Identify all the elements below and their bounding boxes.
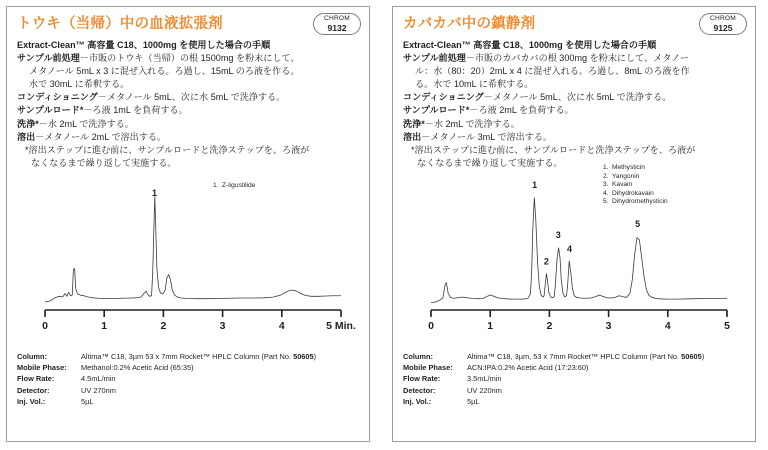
procedure-line	[403, 39, 745, 52]
chromatogram-trace	[45, 196, 341, 301]
peak-legend-item	[603, 173, 668, 182]
x-axis-tick-label: 2	[546, 319, 553, 332]
conditions-row	[17, 363, 316, 374]
procedure-line	[17, 52, 359, 65]
procedure-line	[17, 39, 359, 52]
conditions-value: ACN:IPA:0.2% Acetic Acid (17:23:60)	[467, 363, 589, 373]
chrom-badge-label: CHROM	[324, 15, 350, 22]
peak-legend-number: 5.	[603, 198, 609, 206]
procedure-step-detail: －ろ液 2mL を負荷する。	[469, 105, 574, 116]
peak-legend-label: Methysticin	[612, 163, 645, 171]
procedure-step-detail: －水 2mL で洗浄する。	[424, 118, 520, 129]
procedure-line	[17, 131, 359, 144]
peak-legend-item	[603, 181, 668, 190]
procedure-step-name: サンプル前処理	[403, 53, 466, 64]
x-axis-tick-label: 5 Min.	[326, 319, 356, 332]
procedure-step-name: サンプルロード*	[403, 105, 470, 116]
x-axis-tick-label: 1	[487, 319, 494, 332]
peak-number-label: 4	[567, 243, 573, 254]
procedure-step-name: Extract-Clean™ 高容量 C18、1000mg を使用した場合の手順	[17, 40, 271, 50]
conditions-row	[403, 397, 704, 408]
procedure-step-detail: －メタノール 5mL、次に水 5mL で洗浄する。	[483, 92, 672, 103]
procedure-step-detail: 水で 30mL に希釈する。	[29, 79, 130, 90]
chromatogram-left	[17, 176, 359, 344]
chrom-badge-number: 9125	[713, 23, 733, 33]
page-title: トウキ（当帰）中の血液拡張剤	[17, 16, 223, 32]
procedure-line	[17, 157, 359, 170]
procedure-line	[403, 91, 745, 104]
procedure-line	[403, 78, 745, 91]
procedure-line	[17, 78, 359, 91]
procedure-line	[403, 104, 745, 117]
chrom-badge-number: 9132	[327, 23, 347, 33]
conditions-key: Detector:	[17, 385, 50, 395]
procedure-step-name: コンディショニング	[403, 92, 484, 103]
conditions-value: UV 270nm	[81, 385, 116, 395]
conditions-row	[17, 352, 316, 363]
procedure-line	[403, 118, 745, 131]
procedure-line	[17, 118, 359, 131]
conditions-list	[403, 352, 704, 408]
peak-number-label: 1	[152, 187, 158, 198]
procedure-line	[403, 157, 745, 170]
procedure-step-detail: －メタノール 2mL で溶出する。	[35, 131, 167, 142]
peak-legend-label: Dihydrokavain	[612, 189, 654, 197]
procedure-text-right	[403, 39, 745, 170]
chromatogram-plot	[403, 176, 745, 344]
peak-legend-number: 2.	[603, 172, 609, 180]
procedure-line	[403, 144, 745, 157]
chromatogram-plot	[17, 176, 359, 344]
procedure-line	[403, 131, 745, 144]
peak-legend	[213, 182, 255, 191]
x-axis-tick-label: 3	[605, 319, 612, 332]
procedure-step-detail: －市販のトウキ（当帰）の根 1500mg を粉末にして、	[79, 53, 300, 64]
peak-legend-item	[603, 198, 668, 207]
x-axis-tick-label: 0	[42, 319, 48, 332]
procedure-step-detail: る。水で 10mL に希釈する。	[415, 79, 534, 90]
procedure-line	[403, 52, 745, 65]
x-axis-tick-label: 5	[724, 319, 730, 332]
procedure-step-name: Extract-Clean™ 高容量 C18、1000mg を使用した場合の手順	[403, 40, 657, 50]
part-number: 50605	[293, 351, 314, 361]
conditions-value: Altima™ C18, 3µm, 53 x 7mm Rocket™ HPLC Column (Part No. 50605)	[467, 351, 705, 361]
page-title: カバカバ中の鎮静剤	[403, 16, 536, 32]
procedure-line	[403, 65, 745, 78]
procedure-text-left	[17, 39, 359, 170]
peak-legend-number: 1.	[603, 163, 609, 171]
conditions-row	[17, 386, 316, 397]
procedure-step-detail: －メタノール 3mL で溶出する。	[421, 131, 553, 142]
procedure-step-detail: －メタノール 5mL、次に水 5mL で洗浄する。	[97, 92, 286, 103]
procedure-line	[17, 65, 359, 78]
conditions-value: 4.5mL/min	[81, 374, 116, 384]
conditions-row	[17, 374, 316, 385]
panel-header	[17, 14, 359, 38]
procedure-step-detail: *溶出ステップに進む前に、サンプルロードと洗浄ステップを、ろ液が	[411, 144, 696, 155]
peak-legend-number: 1.	[213, 181, 219, 189]
conditions-value: Methanol:0.2% Acetic Acid (65:35)	[81, 363, 194, 373]
procedure-step-name: コンディショニング	[17, 92, 98, 103]
x-axis-tick-label: 4	[278, 319, 285, 332]
peak-number-label: 5	[635, 218, 641, 229]
procedure-step-detail: なくなるまで繰り返して実施する。	[31, 157, 177, 168]
procedure-step-detail: なくなるまで繰り返して実施する。	[417, 157, 563, 168]
procedure-step-name: 溶出	[17, 131, 36, 142]
chrom-badge	[699, 13, 747, 35]
conditions-key: Flow Rate:	[403, 374, 441, 384]
x-axis-tick-label: 0	[428, 319, 434, 332]
peak-legend-item	[213, 182, 255, 191]
conditions-key: Flow Rate:	[17, 374, 55, 384]
peak-number-label: 1	[532, 179, 538, 190]
conditions-list	[17, 352, 316, 408]
conditions-value: 5µL	[467, 396, 480, 406]
conditions-value: 5µL	[81, 396, 94, 406]
procedure-step-detail: －ろ液 1mL を負荷する。	[83, 105, 188, 116]
procedure-step-name: 洗浄*	[17, 118, 39, 129]
procedure-step-detail: －市販のカバカバの根 300mg を粉末にして、メタノー	[465, 53, 689, 64]
conditions-key: Inj. Vol.:	[17, 396, 46, 406]
peak-legend-item	[603, 190, 668, 199]
chromatogram-right	[403, 163, 745, 344]
peak-legend-label: Z-ligustilide	[222, 181, 256, 189]
conditions-table-right	[403, 352, 745, 408]
conditions-value: UV 220nm	[467, 385, 502, 395]
peak-number-label: 2	[543, 256, 549, 267]
procedure-step-name: サンプル前処理	[17, 53, 80, 64]
procedure-step-name: サンプルロード*	[17, 105, 84, 116]
procedure-step-name: 溶出	[403, 131, 422, 142]
conditions-key: Column:	[17, 351, 47, 361]
conditions-value: 3.5mL/min	[467, 374, 502, 384]
peak-legend-item	[603, 164, 668, 173]
conditions-key: Inj. Vol.:	[403, 396, 432, 406]
conditions-row	[403, 374, 704, 385]
x-axis-tick-label: 4	[664, 319, 671, 332]
peak-legend	[603, 164, 668, 207]
conditions-key: Detector:	[403, 385, 436, 395]
panel-header	[403, 14, 745, 38]
procedure-step-detail: ル：水（80：20）2mL x 4 に混ぜ入れる。ろ過し、8mL のろ液を作	[415, 66, 690, 77]
conditions-key: Column:	[403, 351, 433, 361]
part-number: 50605	[681, 351, 702, 361]
x-axis-tick-label: 2	[160, 319, 167, 332]
conditions-row	[403, 363, 704, 374]
application-panel-left	[6, 6, 370, 442]
procedure-line	[17, 144, 359, 157]
conditions-key: Mobile Phase:	[17, 363, 67, 373]
conditions-row	[403, 352, 704, 363]
procedure-step-detail: －水 2mL で洗浄する。	[38, 118, 134, 129]
peak-legend-label: Kavain	[612, 181, 633, 189]
procedure-step-name: 洗浄*	[403, 118, 425, 129]
peak-legend-number: 4.	[603, 189, 609, 197]
conditions-row	[403, 386, 704, 397]
chrom-badge-label: CHROM	[710, 15, 736, 22]
conditions-key: Mobile Phase:	[403, 363, 453, 373]
procedure-step-detail: メタノール 5mL x 3 に混ぜ入れる。ろ過し、15mL のろ液を作る。	[29, 66, 300, 77]
x-axis-tick-label: 1	[101, 319, 108, 332]
procedure-step-detail: *溶出ステップに進む前に、サンプルロードと洗浄ステップを、ろ液が	[25, 144, 310, 155]
conditions-row	[17, 397, 316, 408]
peak-legend-label: Yangonin	[612, 172, 640, 180]
procedure-line	[17, 104, 359, 117]
application-panel-right	[392, 6, 756, 442]
conditions-table-left	[17, 352, 359, 408]
peak-legend-label: Dihydromethysticin	[612, 198, 668, 206]
chromatogram-trace	[431, 198, 727, 303]
chrom-badge	[313, 13, 361, 35]
procedure-line	[17, 91, 359, 104]
peak-legend-number: 3.	[603, 181, 609, 189]
conditions-value: Altima™ C18, 3µm 53 x 7mm Rocket™ HPLC Column (Part No. 50605)	[81, 351, 317, 361]
peak-number-label: 3	[555, 230, 561, 241]
x-axis-tick-label: 3	[219, 319, 226, 332]
